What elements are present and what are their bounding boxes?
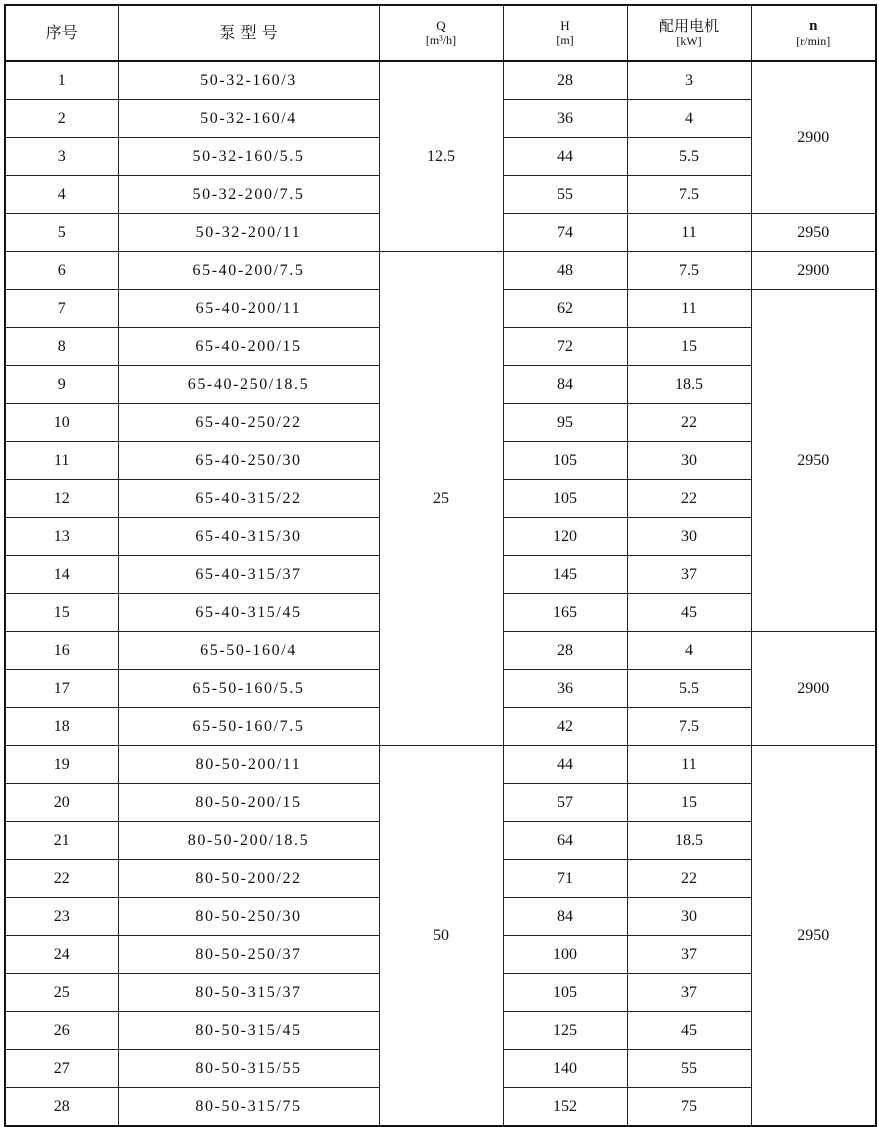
h-cell: 140 [503,1050,627,1088]
header-row [5,5,876,61]
kw-cell: 7.5 [627,252,751,290]
n-cell: 2950 [751,214,876,252]
model-cell: 65-40-200/11 [118,290,379,328]
n-cell: 2900 [751,632,876,746]
model-cell: 65-50-160/5.5 [118,670,379,708]
h-cell: 95 [503,404,627,442]
seq-cell: 9 [5,366,118,404]
model-cell: 65-50-160/4 [118,632,379,670]
h-cell: 84 [503,366,627,404]
seq-cell: 12 [5,480,118,518]
h-cell: 64 [503,822,627,860]
model-cell: 80-50-315/45 [118,1012,379,1050]
kw-cell: 18.5 [627,366,751,404]
model-cell: 65-40-200/15 [118,328,379,366]
seq-cell: 24 [5,936,118,974]
seq-cell: 4 [5,176,118,214]
model-cell: 80-50-250/30 [118,898,379,936]
kw-cell: 7.5 [627,708,751,746]
seq-cell: 21 [5,822,118,860]
model-cell: 80-50-315/37 [118,974,379,1012]
kw-cell: 55 [627,1050,751,1088]
h-cell: 74 [503,214,627,252]
h-cell: 84 [503,898,627,936]
kw-cell: 22 [627,404,751,442]
kw-cell: 30 [627,518,751,556]
header-q-unit: [m³/h] [425,33,457,48]
h-cell: 28 [503,632,627,670]
model-cell: 80-50-250/37 [118,936,379,974]
header-n-unit: [r/min] [796,34,831,49]
kw-cell: 3 [627,61,751,100]
h-cell: 44 [503,746,627,784]
kw-cell: 15 [627,784,751,822]
model-cell: 50-32-200/7.5 [118,176,379,214]
kw-cell: 45 [627,594,751,632]
h-cell: 72 [503,328,627,366]
header-h-symbol: H [560,17,570,33]
header-h [503,5,627,61]
kw-cell: 18.5 [627,822,751,860]
seq-cell: 14 [5,556,118,594]
header-motor [627,5,751,61]
seq-cell: 26 [5,1012,118,1050]
h-cell: 105 [503,442,627,480]
model-cell: 50-32-160/4 [118,100,379,138]
model-cell: 65-40-250/18.5 [118,366,379,404]
h-cell: 105 [503,480,627,518]
model-cell: 50-32-160/5.5 [118,138,379,176]
model-cell: 80-50-200/11 [118,746,379,784]
table-row [5,252,876,290]
model-cell: 65-40-315/30 [118,518,379,556]
model-cell: 80-50-200/22 [118,860,379,898]
kw-cell: 37 [627,556,751,594]
seq-cell: 1 [5,61,118,100]
h-cell: 71 [503,860,627,898]
seq-cell: 20 [5,784,118,822]
seq-cell: 3 [5,138,118,176]
h-cell: 120 [503,518,627,556]
seq-cell: 10 [5,404,118,442]
model-cell: 80-50-315/75 [118,1088,379,1127]
kw-cell: 75 [627,1088,751,1127]
seq-cell: 15 [5,594,118,632]
h-cell: 42 [503,708,627,746]
seq-cell: 19 [5,746,118,784]
table-body [5,61,876,1126]
header-h-unit: [m] [556,33,574,48]
model-cell: 50-32-200/11 [118,214,379,252]
seq-cell: 6 [5,252,118,290]
model-cell: 65-40-315/45 [118,594,379,632]
seq-cell: 18 [5,708,118,746]
h-cell: 165 [503,594,627,632]
h-cell: 44 [503,138,627,176]
seq-cell: 5 [5,214,118,252]
h-cell: 125 [503,1012,627,1050]
header-n [751,5,876,61]
model-cell: 65-50-160/7.5 [118,708,379,746]
h-cell: 57 [503,784,627,822]
kw-cell: 22 [627,860,751,898]
seq-cell: 13 [5,518,118,556]
h-cell: 152 [503,1088,627,1127]
n-cell: 2950 [751,746,876,1127]
pump-spec-table [4,4,877,1127]
h-cell: 36 [503,670,627,708]
header-model: 泵 型 号 [118,5,379,61]
model-cell: 65-40-315/22 [118,480,379,518]
kw-cell: 11 [627,214,751,252]
table-row [5,61,876,100]
kw-cell: 4 [627,632,751,670]
seq-cell: 23 [5,898,118,936]
kw-cell: 11 [627,746,751,784]
h-cell: 145 [503,556,627,594]
table-row [5,746,876,784]
seq-cell: 11 [5,442,118,480]
seq-cell: 28 [5,1088,118,1127]
model-cell: 80-50-200/15 [118,784,379,822]
header-motor-label: 配用电机 [658,16,719,35]
header-seq: 序号 [5,5,118,61]
seq-cell: 7 [5,290,118,328]
model-cell: 65-40-250/22 [118,404,379,442]
n-cell: 2950 [751,290,876,632]
n-cell: 2900 [751,252,876,290]
q-cell: 12.5 [379,61,503,252]
h-cell: 36 [503,100,627,138]
seq-cell: 2 [5,100,118,138]
kw-cell: 37 [627,974,751,1012]
kw-cell: 4 [627,100,751,138]
header-q [379,5,503,61]
h-cell: 28 [503,61,627,100]
kw-cell: 30 [627,898,751,936]
seq-cell: 22 [5,860,118,898]
kw-cell: 22 [627,480,751,518]
kw-cell: 7.5 [627,176,751,214]
model-cell: 65-40-200/7.5 [118,252,379,290]
q-cell: 50 [379,746,503,1127]
seq-cell: 25 [5,974,118,1012]
n-cell: 2900 [751,61,876,214]
q-cell: 25 [379,252,503,746]
model-cell: 80-50-315/55 [118,1050,379,1088]
model-cell: 80-50-200/18.5 [118,822,379,860]
kw-cell: 5.5 [627,138,751,176]
seq-cell: 8 [5,328,118,366]
h-cell: 48 [503,252,627,290]
seq-cell: 16 [5,632,118,670]
h-cell: 100 [503,936,627,974]
kw-cell: 11 [627,290,751,328]
seq-cell: 27 [5,1050,118,1088]
model-cell: 65-40-250/30 [118,442,379,480]
h-cell: 55 [503,176,627,214]
header-q-symbol: Q [436,17,446,33]
seq-cell: 17 [5,670,118,708]
kw-cell: 37 [627,936,751,974]
header-motor-unit: [kW] [676,34,702,49]
model-cell: 50-32-160/3 [118,61,379,100]
kw-cell: 5.5 [627,670,751,708]
kw-cell: 30 [627,442,751,480]
h-cell: 62 [503,290,627,328]
h-cell: 105 [503,974,627,1012]
kw-cell: 15 [627,328,751,366]
model-cell: 65-40-315/37 [118,556,379,594]
kw-cell: 45 [627,1012,751,1050]
header-n-symbol: n [809,17,818,34]
